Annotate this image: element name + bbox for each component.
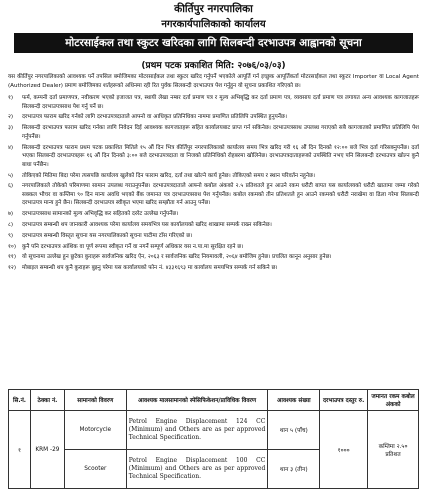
col-header-contract: ठेक्का नं.	[30, 390, 64, 411]
publish-date: (प्रथम पटक प्रकाशित मिति: २०७६/०३/०३)	[141, 61, 286, 71]
security-cell: कम्तिमा २.५० प्रतिशत	[368, 411, 419, 489]
items-table	[8, 389, 419, 489]
office-name: नगरकार्यपालिकाको कार्यालय	[161, 19, 266, 30]
col-header-sn: सि.नं.	[9, 390, 31, 411]
intro-paragraph: यस कीर्तिपुर नगरपालिकाको आवश्यक पर्ने तपसिल बमोजिमका मोटरसाईकल तथा स्कुटर खरिद गर्नुपर्ने भएकोले आपूर्ति गर्न इच्छुक आपूर्तिकर्ता मोटरसाईकल तथा स्कुटर Importer वा Local Agent (Authorized Dealer) प्रमाण बमोजिमका शर्तहरूको अधिनमा रही रित पुर्वक सिलबन्दी दरभाउपत्र पेश गर्नुहुन यो सूचना प्रकाशित गरिएको छ।	[8, 74, 419, 89]
list-item-text: दरभाउपत्र सम्बन्धी थप जानकारी आवश्यक परेमा कार्यालय समयभित्र यस कार्यालयको खरिद शाखामा सम्पर्क राख्न सकिनेछ।	[22, 222, 272, 229]
list-item-text: यो सूचनामा उल्लेख हुन छुटेका कुराहरू सार्वजनिक खरिद ऐन, २०६३ र सार्वजनिक खरिद नियमावली, २०६४ बमोजिम हुनेछ। प्रचलित कानून अनुसार हुनेछ।	[22, 254, 332, 261]
list-item-text: दरभाउपत्रसाथ सामानको मूल्य अभिवृद्धि कर सहितको दररेट उल्लेख गर्नुपर्नेछ।	[22, 211, 179, 218]
col-header-item: सामानको विवरण	[64, 390, 126, 411]
list-item-number: ४)	[8, 144, 14, 151]
list-item	[8, 243, 419, 252]
list-item-number: १२)	[8, 265, 16, 272]
list-item	[8, 182, 419, 208]
sn-cell: १	[9, 411, 31, 489]
list-item	[8, 144, 419, 170]
list-item-text: सिलबन्दी दरभाउपत्र फाराम प्रथम पटक प्रकाशित मितिले १५ औं दिन भित्र कीर्तिपुर नगरपालिकाको कार्यालय समय भित्र खरिद गरी १६ औं दिन दिनको १२:०० बजे भित्र दर्ता गरिसक्नुपर्नेछ। दर्ता भएका सिलबन्दी दरभाउपत्रहरू १६ औं दिन दिनको ३:०० बजे दरभाउपत्रदाता वा निजको प्रतिनिधिको रोहबरमा खोलिनेछ। दरभाउपत्रदाताहरूको उपस्थिति नभए पनि सिलबन्दी दरभाउपत्र खोल्न कुनै बाधा पर्नेछैन।	[22, 144, 419, 168]
list-item-text: दरभाउपत्र सम्बन्धी विस्तृत सूचना यस नगरपालिकाको सूचना पाटीमा टाँस गरिएको छ।	[22, 232, 193, 239]
list-item-text: मोबाइल सम्बन्धी थप कुनै कुराहरू बुझ्नु परेमा यस कार्यालयको फोन नं. ४३३१६९३ मा कार्यालय समयभित्र सम्पर्क गर्न सकिने छ।	[22, 265, 278, 272]
list-item-number: २)	[8, 114, 14, 121]
list-item-number: ७)	[8, 211, 14, 218]
item-cell: Motorcycle	[64, 411, 126, 450]
list-item	[8, 253, 419, 262]
list-item	[8, 172, 419, 181]
spec-cell: Petrol Engine Displacement 124 CC (Minimum) and Others are as per approved Technical Specification.	[126, 411, 268, 450]
list-item	[8, 124, 419, 141]
list-item	[8, 113, 419, 122]
list-item-text: नगरपालिकाले तोकेको परिमाणमा सामान उपलब्ध गराउनुपर्नेछ। दरभाउपत्रदाताले आफ्नो कबोल अंकको २.५ प्रतिशतले हुन आउने रकम धरौटी बापत यस कार्यालयको धरौटी खातामा जम्मा गरेको सक्कल भौचर वा कम्तिमा ९० दिन मान्य अवधि भएको बैंक जमानत पत्र दरभाउपत्रसाथ पेश गर्नुपर्नेछ। कबोल रकमको तीन प्रतिशतले हुन आउने रकमको धरौटी नराखेमा वा ढिला गरेमा सिलबन्दी दरभाउपत्र मान्य हुने छैन। सिलबन्दी दरभाउपत्र स्वीकृत भएमा खरिद सम्झौता गर्न आउनु पर्नेछ।	[22, 183, 419, 207]
spec-cell: Petrol Engine Displacement 100 CC (Minimum) and Others are as per approved Technical Specification.	[126, 450, 268, 489]
list-item-text: तोकिएको मितिमा बिदा परेमा त्यसपछि कार्यालय खुलेको दिन फाराम खरिद, दर्ता तथा खोल्ने कार्य हुनेछ। तोकिएको समय र स्थान परिवर्तन नहुनेछ।	[22, 172, 315, 179]
col-header-qty: आवश्यक संख्या	[268, 390, 320, 411]
list-item-text: फर्म, कम्पनी दर्ता प्रमाणपत्र, नवीकरण भएको इजाजत पत्र, स्थायी लेखा नम्बर दर्ता प्रमाण पत्र र मूल्य अभिबृद्धि कर दर्ता प्रमाण पत्र, व्यवसाय दर्ता प्रमाण पत्र लगायत अन्य आवश्यक कागजातहरू सिलबन्दी दरभाउपत्रसाथ पेश गर्नु पर्ने छ।	[22, 95, 419, 110]
list-item	[8, 221, 419, 230]
qty-cell: थान ३ (तीन)	[268, 450, 320, 489]
list-item-number: ३)	[8, 125, 14, 132]
list-item-number: ५)	[8, 172, 14, 179]
table-header-row	[9, 390, 419, 411]
list-item-text: कुनै पनि दरभाउपत्र आंशिक वा पूर्ण रूपमा स्वीकृत गर्ने वा नगर्ने सम्पूर्ण अधिकार यस न.पा.मा सुरक्षित रहने छ।	[22, 243, 244, 250]
fee-cell: १०००	[320, 411, 368, 489]
table-row	[9, 411, 419, 450]
col-header-security: जमानत रकम कबोल अंकको	[368, 390, 419, 411]
item-cell: Scooter	[64, 450, 126, 489]
col-header-spec: आवश्यक मालसामानको स्पेसिफिकेशन/प्राविधिक विवरण	[126, 390, 268, 411]
list-item	[8, 94, 419, 111]
notice-title: मोटरसाईकल तथा स्कुटर खरिदका लागि सिलबन्दी दरभाउपत्र आह्वानको सूचना	[14, 33, 413, 53]
list-item-number: १०)	[8, 243, 16, 250]
list-item-number: १)	[8, 95, 14, 101]
list-item-number: ६)	[8, 183, 14, 190]
list-item	[8, 210, 419, 219]
list-item	[8, 264, 419, 273]
list-item	[8, 232, 419, 241]
col-header-fee: दरभाउपत्र दस्तुर रु.	[320, 390, 368, 411]
list-item-text: दरभाउपत्र फाराम खरिद गर्नको लागि दरभाउपत्रदाताले आफ्नो वा आधिकृत प्रतिनिधिका नाममा प्रमाणित प्रतिलिपि उपस्थित हुनुपर्नेछ।	[22, 114, 287, 121]
list-item-number: ८)	[8, 222, 14, 229]
list-item-number: ११)	[8, 254, 16, 261]
list-item-text: सिलबन्दी दरभाउपत्र फाराम खरिद गर्नका लागि निवेदन दिई आवश्यक कागजातहरू सहित कार्यालयबाट प्राप्त गर्न सकिनेछ। दरभाउपत्रसाथ उपलब्ध गराएको सबै कागजातको प्रमाणित प्रतिलिपि पेश गर्नुपर्नेछ।	[22, 125, 419, 140]
conditions-list	[8, 94, 419, 275]
list-item-number: ९)	[8, 232, 14, 239]
org-name: कीर्तिपुर नगरपालिका	[174, 3, 253, 15]
contract-no-cell: KRM -29	[30, 411, 64, 489]
qty-cell: थान ५ (पाँच)	[268, 411, 320, 450]
